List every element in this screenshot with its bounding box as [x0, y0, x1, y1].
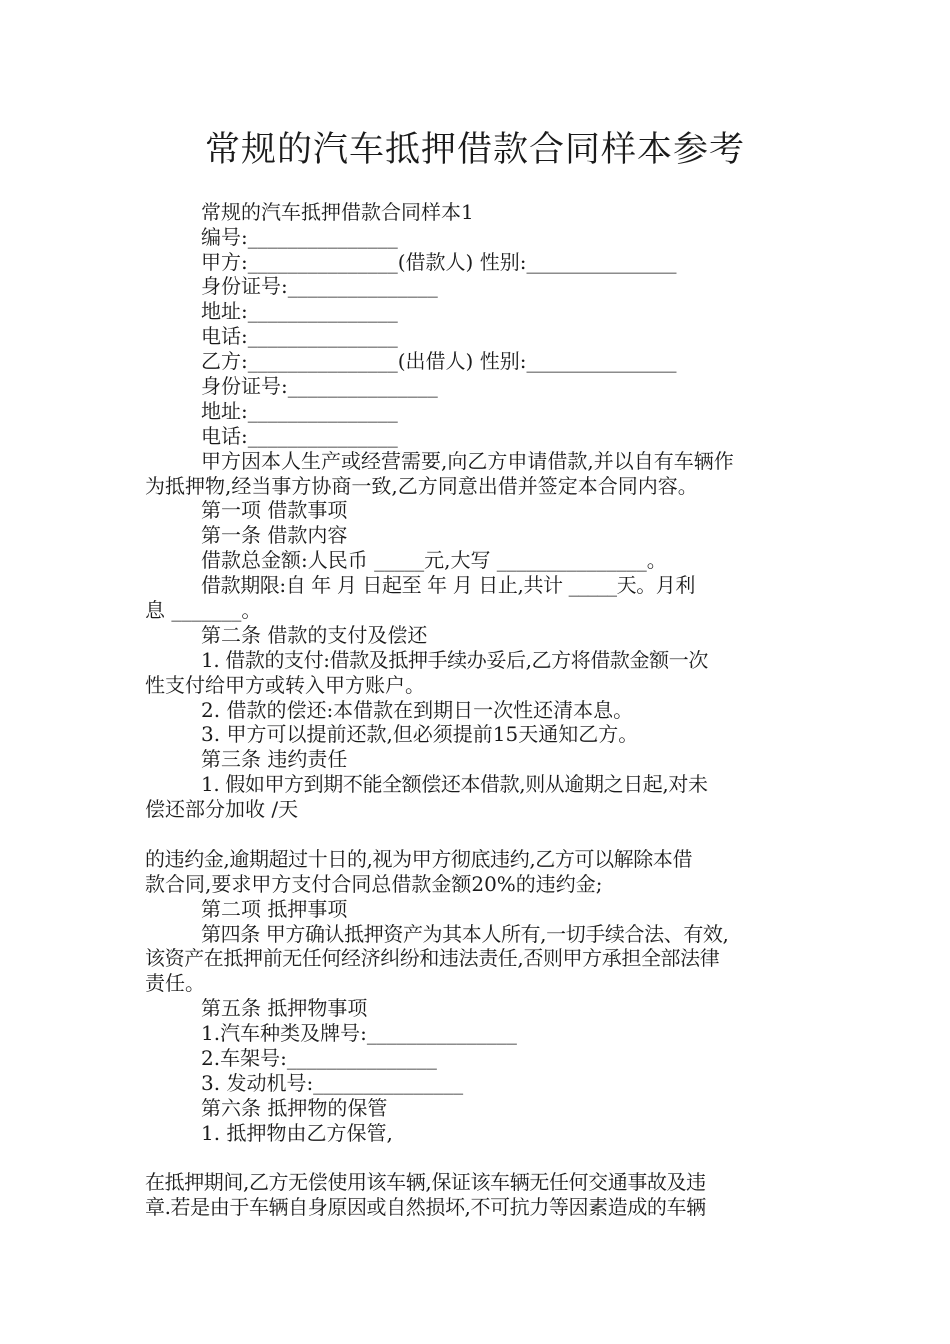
paragraph-line: 的违约金,逾期超过十日的,视为甲方彻底违约,乙方可以解除本借 [145, 847, 693, 871]
article-heading: 第五条 抵押物事项 [201, 996, 368, 1020]
article-heading: 第二条 借款的支付及偿还 [201, 623, 428, 647]
field-engine-number: 3. 发动机号:_______________ [201, 1071, 464, 1095]
article-heading: 第一条 借款内容 [201, 523, 348, 547]
paragraph-line: 甲方因本人生产或经营需要,向乙方申请借款,并以自有车辆作 [201, 449, 734, 473]
paragraph-line: 该资产在抵押前无任何经济纠纷和违法责任,否则甲方承担全部法律 [145, 946, 720, 970]
field-number: 编号:_______________ [201, 225, 398, 249]
document-title: 常规的汽车抵押借款合同样本参考 [204, 130, 745, 170]
paragraph-line: 款合同,要求甲方支付合同总借款金额20%的违约金; [145, 872, 603, 896]
paragraph-line: 1. 借款的支付:借款及抵押手续办妥后,乙方将借款金额一次 [201, 648, 708, 672]
field-party-b-phone: 电话:_______________ [201, 424, 398, 448]
field-vehicle-type: 1.汽车种类及牌号:_______________ [201, 1021, 517, 1045]
paragraph-line: 为抵押物,经当事方协商一致,乙方同意出借并签定本合同内容。 [145, 474, 698, 498]
paragraph-line: 2. 借款的偿还:本借款在到期日一次性还清本息。 [201, 698, 634, 722]
paragraph-line: 章.若是由于车辆自身原因或自然损坏,不可抗力等因素造成的车辆 [145, 1195, 706, 1219]
article-heading: 第六条 抵押物的保管 [201, 1096, 388, 1120]
paragraph-line: 借款总金额:人民币 _____元,大写 _______________。 [201, 548, 667, 572]
paragraph-line: 偿还部分加收 /天 [145, 797, 299, 821]
paragraph-line: 在抵押期间,乙方无偿使用该车辆,保证该车辆无任何交通事故及违 [145, 1170, 706, 1194]
paragraph-line: 息 _______。 [145, 598, 262, 622]
section-heading: 第一项 借款事项 [201, 498, 348, 522]
article-heading: 第三条 违约责任 [201, 747, 348, 771]
field-party-a: 甲方:_______________(借款人) 性别:_______________ [201, 250, 677, 274]
paragraph-line: 1. 假如甲方到期不能全额偿还本借款,则从逾期之日起,对未 [201, 772, 708, 796]
field-party-a-phone: 电话:_______________ [201, 324, 398, 348]
paragraph-line: 1. 抵押物由乙方保管, [201, 1121, 393, 1145]
paragraph-line: 性支付给甲方或转入甲方账户。 [145, 673, 425, 697]
field-party-b-id: 身份证号:_______________ [201, 374, 438, 398]
paragraph-line: 第四条 甲方确认抵押资产为其本人所有,一切手续合法、有效, [201, 922, 729, 946]
contract-subtitle: 常规的汽车抵押借款合同样本1 [201, 200, 474, 224]
field-party-a-id: 身份证号:_______________ [201, 274, 438, 298]
field-party-a-address: 地址:_______________ [201, 299, 398, 323]
paragraph-line: 责任。 [145, 971, 205, 995]
field-party-b-address: 地址:_______________ [201, 399, 398, 423]
paragraph-line: 3. 甲方可以提前还款,但必须提前15天通知乙方。 [201, 722, 639, 746]
field-party-b: 乙方:_______________(出借人) 性别:_______________ [201, 349, 677, 373]
paragraph-line: 借款期限:自 年 月 日起至 年 月 日止,共计 _____天。月利 [201, 573, 695, 597]
section-heading: 第二项 抵押事项 [201, 897, 348, 921]
field-frame-number: 2.车架号:_______________ [201, 1046, 437, 1070]
